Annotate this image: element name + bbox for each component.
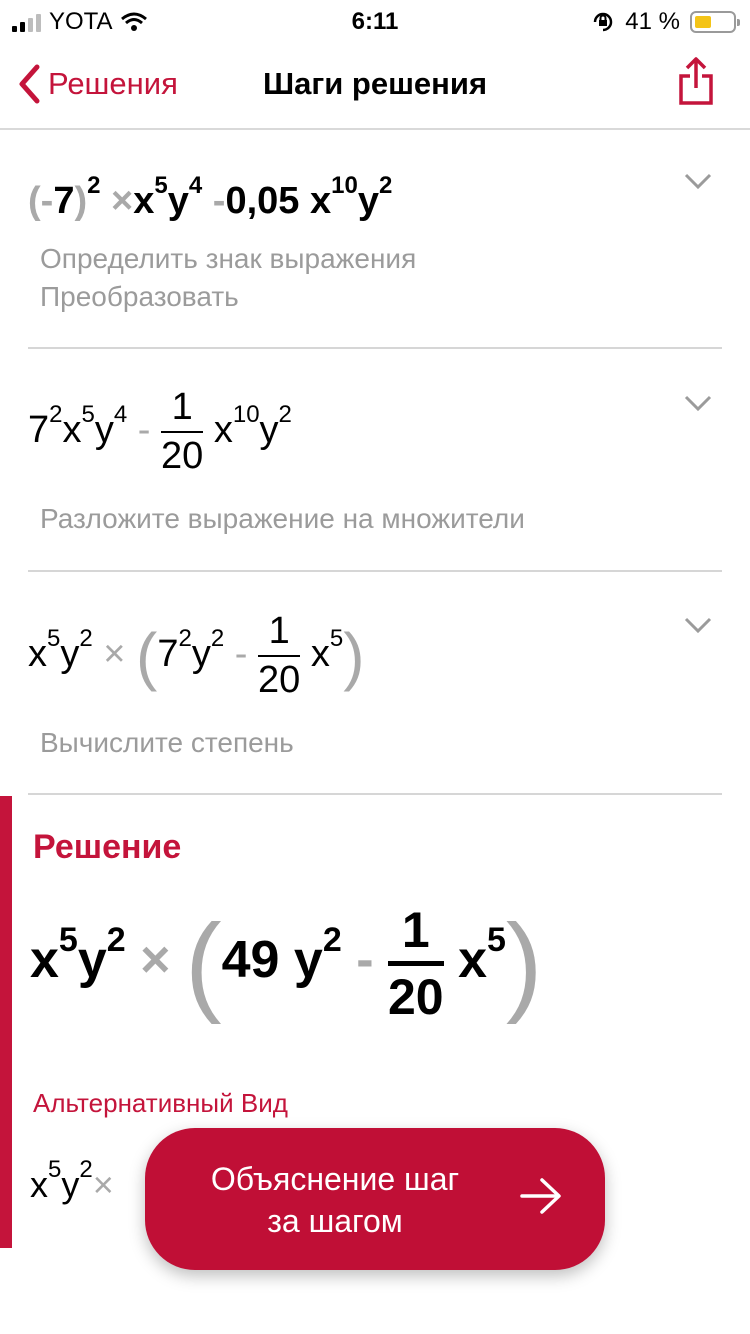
share-icon[interactable] [678,56,714,106]
step-2-expression[interactable]: $7^2x^5y^4$ - $\frac{1}{20}$ $x^{10}y^2$ [28,386,292,477]
arrow-right-icon [519,1176,563,1216]
step-2-description: Разложите выражение на множители [40,503,525,534]
alternative-expression: $x^5y^2\times$ [30,1156,114,1205]
solution-accent-bar [0,796,12,1248]
divider [28,793,722,795]
chevron-down-icon[interactable] [684,394,712,412]
status-bar [0,0,750,44]
navigation-bar [0,44,750,130]
divider [28,570,722,572]
step-by-step-explanation-button[interactable] [145,1128,605,1270]
clock: 6:11 [351,8,399,35]
alternative-view-title: Альтернативный Вид [33,1088,288,1118]
solution-title: Решение [33,828,182,866]
step-1-description: Определить знак выражения Преобразовать [40,243,417,312]
status-right [591,8,736,36]
step-3-expression[interactable]: $x^5y^2 \times (7^2y^2$ - $\frac{1}{20}$ $x^5$) [28,610,365,701]
carrier-name: YOTA [49,8,113,35]
back-label: Решения [48,66,178,101]
divider [28,347,722,349]
cta-label: Объяснение шаг за шагом [210,1161,460,1239]
step-3-description: Вычислите степень [40,727,294,758]
chevron-down-icon[interactable] [684,616,712,634]
solution-expression: $x^5y^2 \times (49$ $y^2$ - 1 20 $x^5$) [30,902,543,1025]
battery-percent: 41 % [625,8,680,35]
battery-icon [690,11,736,33]
page-title: Шаги решения [262,66,488,101]
step-1-expression[interactable]: $(-7)^2 \times x^5y^4$ -0,05 $x^{10}y^2$ [28,172,393,222]
chevron-down-icon[interactable] [684,172,712,190]
rotation-lock-icon [591,10,615,34]
